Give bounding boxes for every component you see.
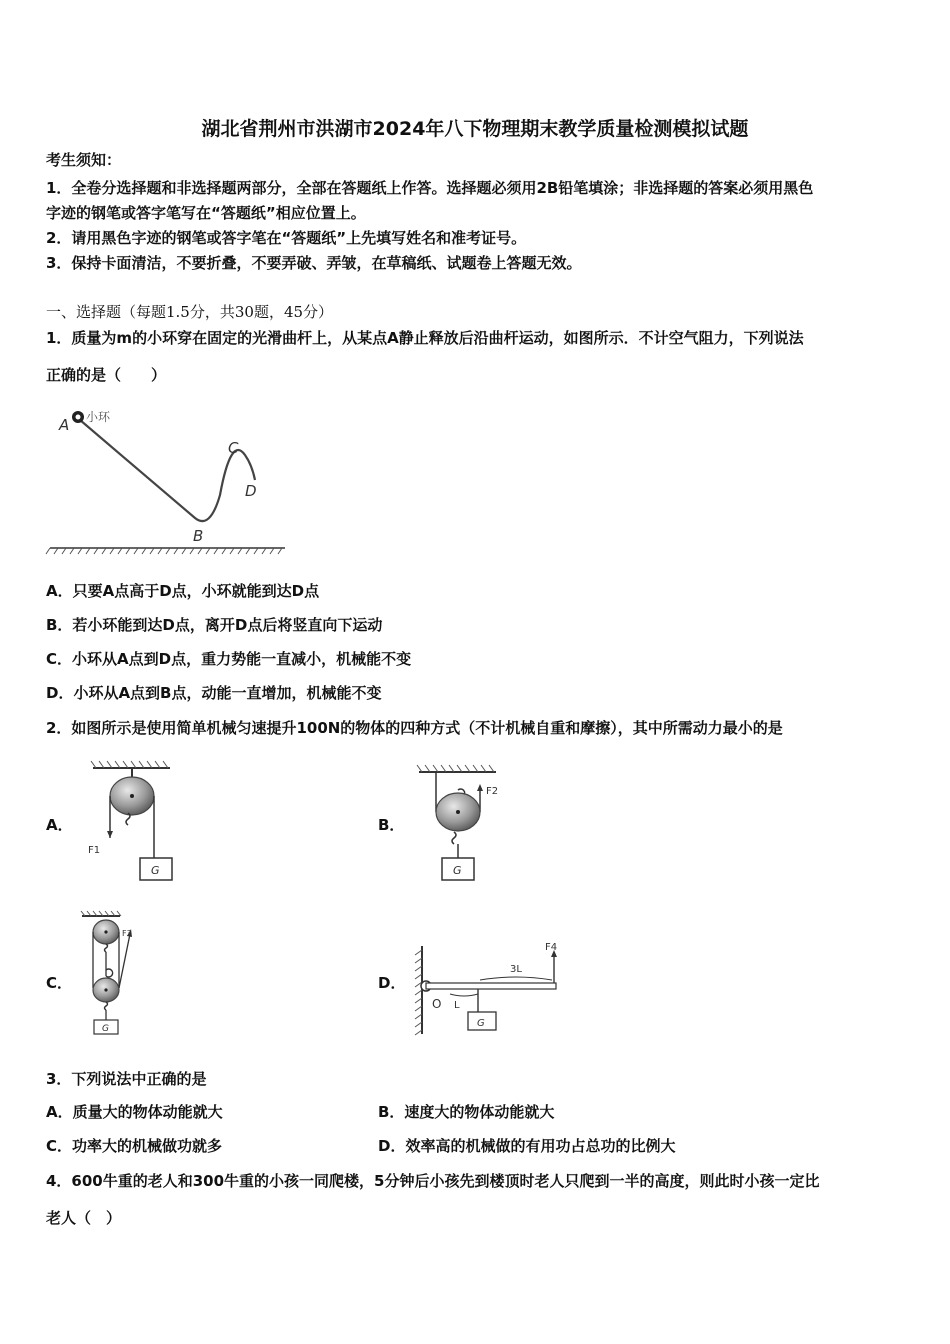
q2-fixed-pulley-figure	[88, 758, 208, 888]
q2-a-weight-label: G	[151, 864, 160, 877]
q1-option-a: A．只要A点高于D点，小环就能到达D点	[46, 582, 320, 600]
q2-pulley-block-figure	[80, 910, 160, 1040]
ring-icon	[72, 411, 84, 423]
notice-item-1: 1．全卷分选择题和非选择题两部分，全部在答题纸上作答。选择题必须用2B铅笔填涂；非选择题的答案必须用黑色	[46, 179, 814, 197]
q1-curved-rod-figure	[45, 400, 295, 560]
q2-lever-figure	[410, 942, 570, 1042]
q2-option-a-label: A．	[46, 816, 73, 834]
q2-c-weight-label: G	[102, 1024, 109, 1034]
q1-stem: 1．质量为m的小环穿在固定的光滑曲杆上，从某点A静止释放后沿曲杆运动，如图所示．不计空气阻力，下列说法	[46, 329, 804, 347]
notice-item-2: 2．请用黑色字迹的钢笔或答字笔在“答题纸”上先填写姓名和准考证号。	[46, 229, 527, 247]
page-title: 湖北省荆州市洪湖市2024年八下物理期末教学质量检测模拟试题	[201, 118, 749, 140]
q4-stem-cont: 老人（ ）	[46, 1209, 122, 1227]
q1-label-ring: 小环	[86, 410, 111, 424]
q2-b-weight-label: G	[453, 864, 462, 877]
q3-option-b: B．速度大的物体动能就大	[378, 1103, 555, 1121]
q2-option-d-label: D．	[378, 974, 406, 992]
q2-d-force-label: F4	[545, 942, 558, 953]
notice-item-1-cont: 字迹的钢笔或答字笔写在“答题纸”相应位置上。	[46, 204, 366, 222]
q2-d-weight-label: G	[477, 1018, 485, 1029]
q2-option-c-label: C．	[46, 974, 73, 992]
q1-option-d: D．小环从A点到B点，动能一直增加，机械能不变	[46, 684, 382, 702]
q3-option-a: A．质量大的物体动能就大	[46, 1103, 223, 1121]
ground-hatching	[46, 548, 285, 554]
q1-label-d: D	[245, 482, 257, 500]
q2-d-short-arm-label: L	[454, 1000, 460, 1011]
q4-stem: 4．600牛重的老人和300牛重的小孩一同爬楼，5分钟后小孩先到楼顶时老人只爬到一半的高度，则此时小孩一定比	[46, 1172, 820, 1190]
q2-option-b-label: B．	[378, 816, 405, 834]
q1-option-c: C．小环从A点到D点，重力势能一直减小，机械能不变	[46, 650, 412, 668]
q1-label-c: C	[228, 439, 239, 457]
q3-option-c: C．功率大的机械做功就多	[46, 1137, 223, 1155]
q1-option-b: B．若小环能到达D点，离开D点后将竖直向下运动	[46, 616, 383, 634]
q3-stem: 3．下列说法中正确的是	[46, 1070, 207, 1088]
q2-a-force-label: F1	[88, 845, 101, 856]
notice-heading: 考生须知：	[46, 151, 122, 169]
notice-item-3: 3．保持卡面清洁，不要折叠，不要弄破、弄皱，在草稿纸、试题卷上答题无效。	[46, 254, 582, 272]
q2-stem: 2．如图所示是使用简单机械匀速提升100N的物体的四种方式（不计机械自重和摩擦），其中所需动力最小的是	[46, 719, 783, 737]
q2-c-force-label: F3	[122, 929, 132, 938]
q1-label-a: A	[59, 416, 70, 434]
q3-option-d: D．效率高的机械做的有用功占总功的比例大	[378, 1137, 676, 1155]
q2-d-long-arm-label: 3L	[510, 964, 522, 975]
q2-movable-pulley-figure	[414, 760, 534, 890]
section-heading: 一、选择题（每题1.5分，共30题，45分）	[46, 303, 334, 321]
q2-b-force-label: F2	[486, 786, 499, 797]
q1-label-b: B	[193, 527, 204, 545]
q2-d-pivot-label: O	[432, 997, 442, 1011]
q1-stem-cont: 正确的是（ ）	[46, 366, 167, 384]
